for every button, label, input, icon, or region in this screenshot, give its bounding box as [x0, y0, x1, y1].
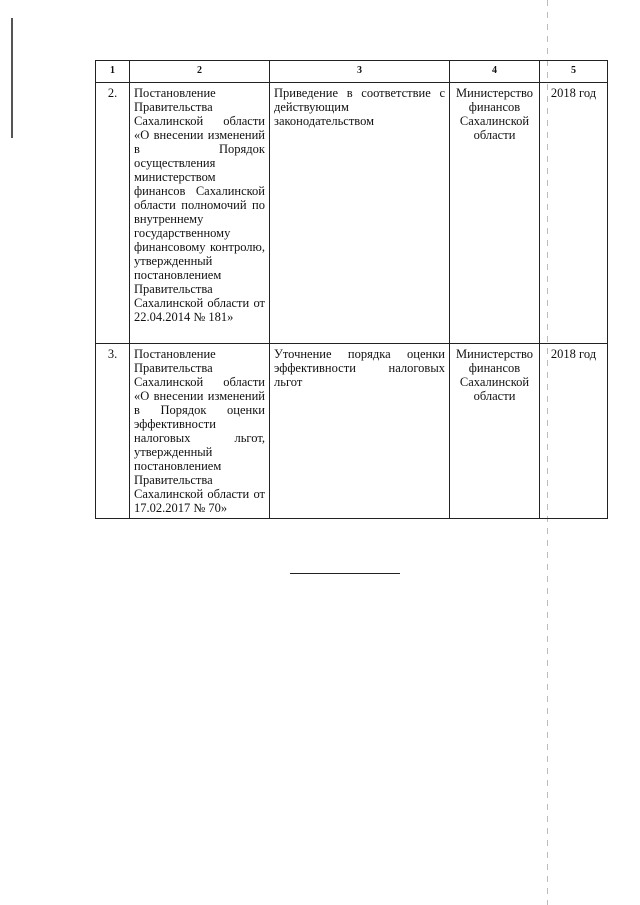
column-header-3: 3: [270, 61, 450, 83]
plan-table: [95, 60, 608, 519]
document-name: Постановление Правительства Сахалинской области «О внесении изменений в Порядок оценки эффективности налоговых льгот, утвержденный постановлением Правительства Сахалинской области от 17.02.2017 № 70»: [130, 344, 270, 519]
column-header-4: 4: [450, 61, 540, 83]
end-of-document-rule: [290, 573, 400, 574]
document-name: Постановление Правительства Сахалинской области «О внесении изменений в Порядок осуществления министерством финансов Сахалинской области полномочий по внутреннему государственному финансовому контролю, утвержденный постановлением Правительства Сахалинской области от 22.04.2014 № 181»: [130, 83, 270, 344]
table-header-row: [96, 61, 608, 83]
column-header-1: 1: [96, 61, 130, 83]
purpose: Приведение в соответствие с действующим законодательством: [270, 83, 450, 344]
column-header-5: 5: [540, 61, 608, 83]
purpose: Уточнение порядка оценки эффективности налоговых льгот: [270, 344, 450, 519]
scan-margin-line: [11, 18, 13, 138]
column-header-2: 2: [130, 61, 270, 83]
responsible-body: Министерство финансов Сахалинской области: [450, 344, 540, 519]
table-row: [96, 344, 608, 519]
deadline: 2018 год: [540, 344, 608, 519]
deadline: 2018 год: [540, 83, 608, 344]
row-number: 2.: [96, 83, 130, 344]
responsible-body: Министерство финансов Сахалинской области: [450, 83, 540, 344]
row-number: 3.: [96, 344, 130, 519]
table-row: [96, 83, 608, 344]
